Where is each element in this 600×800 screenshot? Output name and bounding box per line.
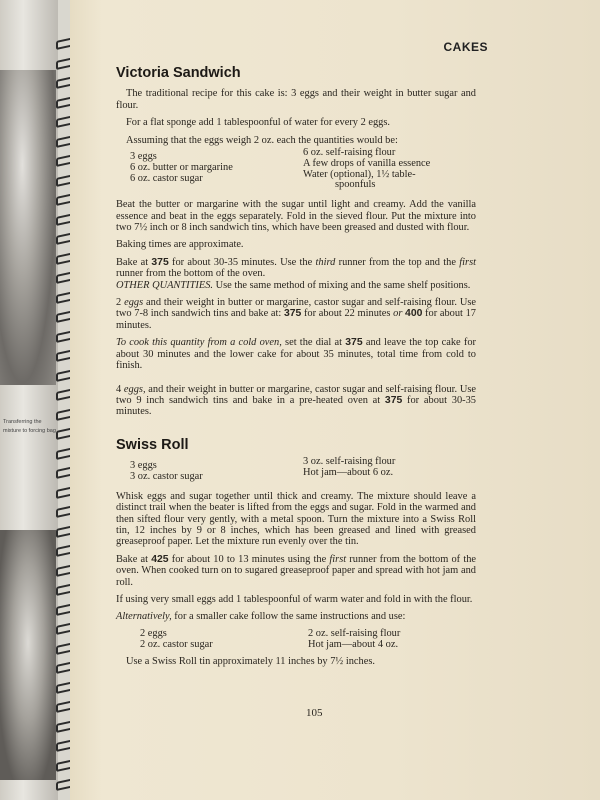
recipe-title: Victoria Sandwich bbox=[116, 65, 241, 81]
paragraph: 2 eggs and their weight in butter or margarine, castor sugar and self-raising flour. Use two 7-8 inch sandwich tins and bake at: 375 for about 22 minutes or 400 for about 17 minutes. bbox=[116, 297, 476, 331]
page-content bbox=[116, 65, 477, 674]
ingredient-list-small bbox=[116, 629, 476, 651]
ingredient: 3 oz. self-raising flour bbox=[303, 456, 396, 468]
ingredient-column-left bbox=[116, 629, 308, 651]
paragraph: Baking times are approximate. bbox=[116, 239, 244, 251]
ingredient: 3 oz. castor sugar bbox=[130, 470, 203, 482]
paragraph: If using very small eggs add 1 tablespoonful of warm water and fold in with the flour. bbox=[116, 593, 473, 605]
ingredient: 2 oz. self-raising flour bbox=[308, 627, 401, 639]
ingredient-list bbox=[116, 147, 476, 191]
ingredient: 2 eggs bbox=[140, 627, 167, 639]
ingredient: 2 oz. castor sugar bbox=[140, 638, 213, 650]
facing-page bbox=[0, 0, 58, 800]
ingredient-column-right bbox=[303, 457, 476, 483]
paragraph: Use a Swiss Roll tin approximately 11 inches by 7½ inches. bbox=[126, 656, 375, 668]
ingredient-column-right bbox=[308, 629, 476, 651]
paragraph: For a flat sponge add 1 tablespoonful of water for every 2 eggs. bbox=[126, 117, 391, 129]
paragraph: 4 eggs, and their weight in butter or margarine, castor sugar and self-raising flour. Use two 9 inch sandwich tins and bake in a pre-heated oven at 375 for about 30-35 minutes. bbox=[116, 383, 476, 418]
paragraph: OTHER QUANTITIES. Use the same method of mixing and the same shelf positions. bbox=[116, 279, 471, 291]
running-head: CAKES bbox=[443, 40, 488, 54]
ingredient: 6 oz. self-raising flour bbox=[303, 147, 396, 159]
paragraph: Whisk eggs and sugar together until thick and creamy. The mixture should leave a distinct trail when the beater is lifted from the eggs and sugar. Fold in the warmed and then sifted flour very gently, with a metal spoon. Turn the mixture into a Swiss Roll tin, 12 inches by 9 or 8 inches, which has been greased and lined with greased greaseproof paper. Let the mixture run evenly over the tin. bbox=[116, 490, 476, 548]
paragraph: Beat the butter or margarine with the sugar until light and creamy. Add the vanilla essence and beat in the eggs separately. Fold in the sieved flour. Put the mixture into two 7½ inch or 8 inch sandwich tins, which have been greased and dusted with flour. bbox=[116, 199, 476, 234]
ingredient-column-left bbox=[116, 457, 303, 483]
ingredient: Hot jam—about 4 oz. bbox=[308, 638, 399, 650]
ingredient: 3 eggs bbox=[130, 460, 157, 472]
ingredient: A few drops of vanilla essence bbox=[303, 157, 431, 169]
ingredient-column-right bbox=[303, 148, 476, 191]
paragraph: The traditional recipe for this cake is: 3 eggs and their weight in butter sugar and flour. bbox=[116, 88, 476, 111]
ingredient-column-left bbox=[116, 152, 303, 191]
book-page bbox=[70, 0, 600, 800]
paragraph: Bake at 375 for about 30-35 minutes. Use the third runner from the top and the first runner from the bottom of the oven. bbox=[116, 256, 477, 280]
photo-top bbox=[0, 70, 56, 385]
ingredient: 3 eggs bbox=[130, 151, 157, 163]
victoria-sandwich-recipe bbox=[116, 65, 477, 418]
ingredient: Hot jam—about 6 oz. bbox=[303, 466, 394, 478]
paragraph: Alternatively, for a smaller cake follow the same instructions and use: bbox=[116, 611, 406, 623]
photo-bottom bbox=[0, 530, 56, 780]
swiss-roll-recipe bbox=[116, 436, 477, 668]
ingredient: 6 oz. castor sugar bbox=[130, 172, 203, 184]
photo-caption: Transferring the mixture to forcing bag bbox=[3, 419, 56, 434]
ingredient: Water (optional), 1½ table- bbox=[303, 168, 416, 180]
page-number: 105 bbox=[306, 707, 323, 719]
paragraph: Assuming that the eggs weigh 2 oz. each the quantities would be: bbox=[126, 134, 398, 146]
recipe-title: Swiss Roll bbox=[116, 436, 189, 453]
paragraph: Bake at 425 for about 10 to 13 minutes using the first runner from the bottom of the oven. When cooked turn on to sugared greaseproof paper and spread with hot jam and roll. bbox=[116, 553, 477, 588]
paragraph: To cook this quantity from a cold oven, set the dial at 375 and leave the top cake for about 30 minutes and the lower cake for about 35 minutes, total time from cold to finish. bbox=[116, 337, 476, 372]
ingredient: spoonfuls bbox=[335, 179, 376, 191]
ingredient-list bbox=[116, 457, 476, 483]
ingredient: 6 oz. butter or margarine bbox=[130, 161, 233, 173]
